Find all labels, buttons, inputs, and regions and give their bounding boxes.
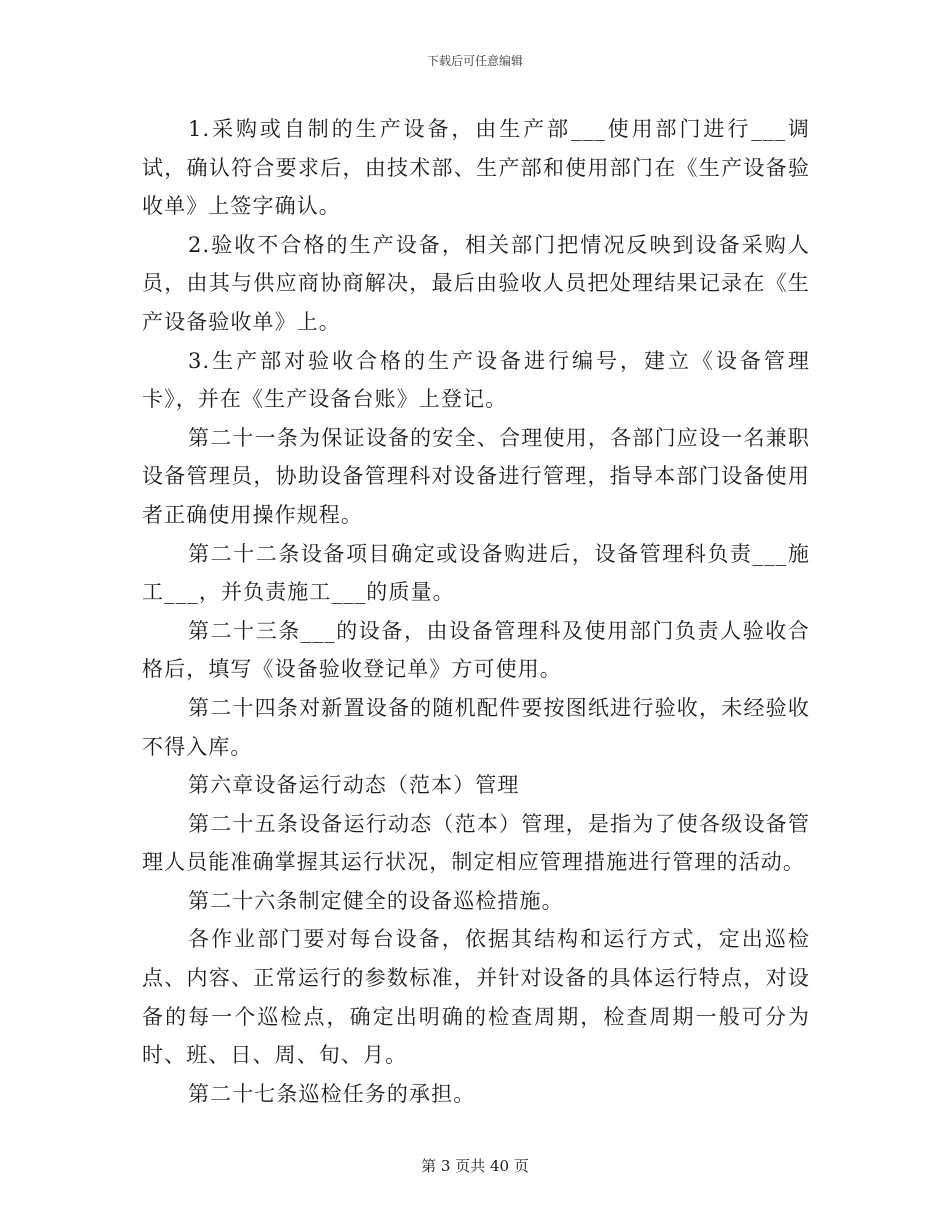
- paragraph-clause-1: 1.采购或自制的生产设备，由生产部___使用部门进行___调试，确认符合要求后，由技术部、生产部和使用部门在《生产设备验收单》上签字确认。: [142, 117, 810, 219]
- paragraph-article-25: 第二十五条设备运行动态（范本）管理，是指为了使各级设备管理人员能准确掌握其运行状况，制定相应管理措施进行管理的活动。: [142, 811, 810, 875]
- paragraph-clause-3: 3.生产部对验收合格的生产设备进行编号，建立《设备管理卡》，并在《生产设备台账》上登记。: [142, 348, 810, 412]
- paragraph-article-27: 第二十七条巡检任务的承担。: [188, 1081, 476, 1106]
- paragraph-article-26: 第二十六条制定健全的设备巡检措施。: [188, 888, 564, 913]
- chapter-heading: 第六章设备运行动态（范本）管理: [188, 773, 520, 798]
- paragraph-article-22: 第二十二条设备项目确定或设备购进后，设备管理科负责___施工___，并负责施工___的质量。: [142, 541, 810, 605]
- document-body: [142, 110, 810, 1113]
- paragraph-article-21: 第二十一条为保证设备的安全、合理使用，各部门应设一名兼职设备管理员，协助设备管理科对设备进行管理，指导本部门设备使用者正确使用操作规程。: [142, 425, 810, 527]
- paragraph-inspection-details: 各作业部门要对每台设备，依据其结构和运行方式，定出巡检点、内容、正常运行的参数标准，并针对设备的具体运行特点，对设备的每一个巡检点，确定出明确的检查周期，检查周期一般可分为时、班、日、周、旬、月。: [142, 927, 810, 1068]
- page-header: 下载后可任意编辑: [426, 54, 523, 68]
- paragraph-article-23: 第二十三条___的设备，由设备管理科及使用部门负责人验收合格后，填写《设备验收登记单》方可使用。: [142, 618, 810, 682]
- page-number: 第 3 页共 40 页: [421, 1157, 529, 1175]
- paragraph-clause-2: 2.验收不合格的生产设备，相关部门把情况反映到设备采购人员，由其与供应商协商解决，最后由验收人员把处理结果记录在《生产设备验收单》上。: [142, 232, 810, 334]
- paragraph-article-24: 第二十四条对新置设备的随机配件要按图纸进行验收，未经验收不得入库。: [142, 695, 810, 759]
